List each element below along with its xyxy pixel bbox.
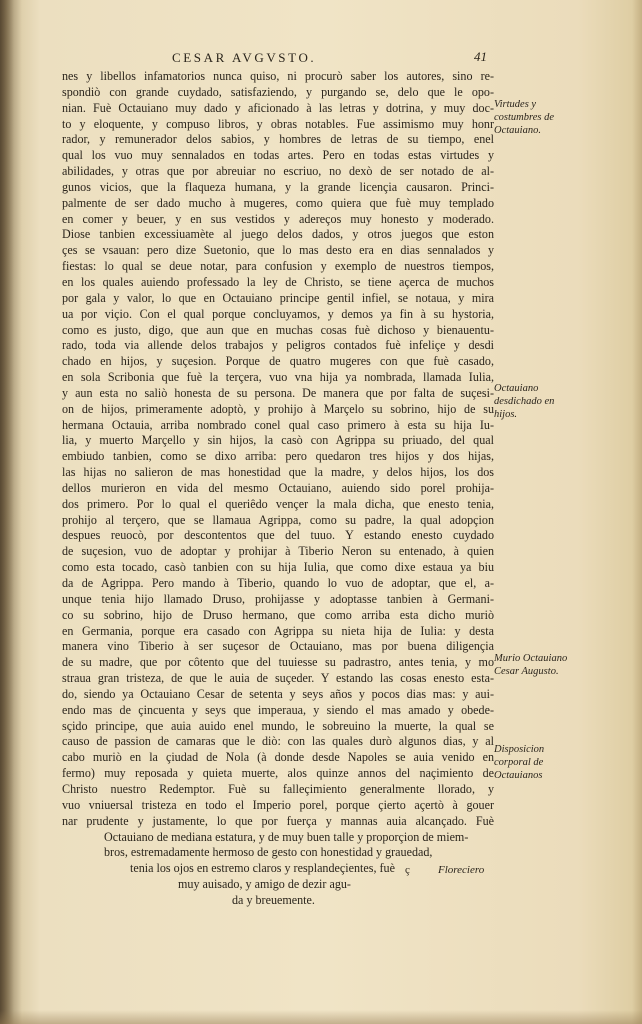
page-header [0,50,642,70]
text-line: straua gran tristeza, de que le auia de suçeder. Y estando las cosas enesto esta- [62,671,494,686]
text-line: Octauiano de mediana estatura, y de muy buen talle y proporçion de miem- [104,829,469,844]
text-line: to y eloquente, y compuso libros, y obras notables. Fue assimismo muy honr [62,116,494,131]
text-line: palmente de ser dado mucho à mugeres, como quiera que fuè muy templado [62,195,494,210]
text-line: embiudo tanbien, como se dixo arriba: pero quedaron tres hijos y dos hijas, [62,449,494,464]
text-line: manera vino Tiberio à ser suçesor de Octauiano, mas por buena diligençia [62,639,494,654]
text-line: de suçesion, vuo de adoptar y prohijar à Tiberio Neron su entenado, à quien [62,544,494,559]
text-line: da de Agrippa. Pero mando à Tiberio, quando lo vuo de adoptar, que el, a- [62,576,494,590]
text-line: prohijo al terçero, que se llamaua Agrippa, como su padre, la qual adopçion [62,512,494,527]
text-line: fermo) muy reposada y quieta muerte, alos quinze annos del naçimiento de [62,766,494,781]
text-line: en sola Scribonia que fuè la terçera, vuo vna hija ya nombrada, llamada Iulia, [62,370,494,385]
text-line: tenia los ojos en estremo claros y resplandeçientes, fuè [130,861,395,876]
running-head: CESAR AVGVSTO. [172,50,317,65]
text-line: lia, y muerto Marçello y sin hijos, la casò con Agrippa su priuado, del qual [62,433,494,448]
margin-note-virtudes: Virtudes y costumbres de Octauiano. [494,99,554,136]
text-line: çes se vsauan: pero dize Suetonio, que lo mas desto era en dias sennalados y [62,243,494,258]
ornament-mark: ç [405,864,410,876]
text-line: abilidades, y otras que por abreuiar no escriuo, no dexò de ser notado de al- [62,164,494,179]
text-line: nar prudente y justamente, lo que por fuerça y mannas auia alcançado. Fuè [62,813,494,828]
text-line: muy auisado, y amigo de dezir agu- [178,877,351,892]
text-line: gunos vicios, que la flaqueza humana, y la grande licençia causaron. Princi- [62,179,494,194]
folio-number: 41 [474,49,487,64]
text-line: nian. Fuè Octauiano muy dado y aficionado à las letras y dotrina, y muy doc- [62,100,494,115]
text-line: en Germania, porque era casado con Agrippa su nieta hija de Iulia: y desta [62,623,494,638]
catchword: Floreciero [438,864,485,876]
page-edge [632,0,642,1024]
text-line: las hijas no salieron de mas honestidad que la madre, y delos hijos, los dos [62,465,494,480]
text-line: rado, toda via allende delos trabajos y peligros contados fuè infeliçe y desdi [62,338,494,353]
text-line: sçido principe, que auia auido enel mundo, le sobreuino la muerte, la qual se [62,718,494,733]
margin-note-desdichado: Octauiano desdichado en hijos. [494,383,555,420]
text-line: spondiò con grande cuydado, satisfaziendo, y purgando se, delo que le opo- [62,84,494,99]
text-line: dos primero. Por lo qual el queriêdo vençer la mala dicha, que enesto tenia, [62,496,494,511]
text-line: rador, y remunerador delos sabios, y hombres de letras de su tiempo, enel [62,132,494,147]
text-line: chado en hijos, y suçesion. Porque de quatro mugeres con que fuè casado, [62,354,494,369]
text-line: qual los vuo muy sennalados en todas artes. Pero en todas estas virtudes y [62,148,494,163]
text-line: ua por viçio. Con el qual porque concluyamos, y demos ya fin à su hystoria, [62,306,494,321]
text-line: causo de passion de camaras que le diò: con las quales durò algunos dias, y al [62,734,494,749]
text-line: dellos murieron en vida del mesmo Octauiano, auiendo sido porel prohija- [62,480,494,495]
body-text [62,69,494,909]
text-line: por gala y valor, lo que en Octauiano principe gentil infiel, se notaua, y mira [62,290,494,305]
gutter-shadow [0,0,22,1024]
text-line: Diose tanbien excessiuamète al juego delos dados, y otros juegos que eston [62,227,494,242]
page-bottom-edge [0,1010,642,1024]
text-line: hermana Octauia, arriba nombrado conel qual caso primero à esta su hija Iu- [62,417,494,432]
text-line: da y breuemente. [232,892,315,907]
text-line: cabo muriò en la çiudad de Nola (à donde desde Napoles se auia venido en [62,750,494,765]
text-line: nes y libellos infamatorios nunca quiso, ni procurò saber los autores, sino re- [62,69,494,83]
text-line: y aun esta no saliò honesta de su persona. De manera que por falta de suçesi- [62,385,494,400]
text-line: co su sobrino, hijo de Druso hermano, que como arriba esta dicho muriò [62,607,494,622]
text-line: vuo vniuersal tristeza en todo el Imperio porel, porque çierto açertò à gouer [62,797,494,812]
text-line: en comer y beuer, y en sus vestidos y adereços muy honesto y moderado. [62,211,494,226]
margin-note-disposicion: Disposicion corporal de Octauianos [494,744,545,781]
text-line: do, siendo ya Octauiano Cesar de setenta y seys años y pocos dias mas: y aui- [62,686,494,701]
text-line: como esta tocado, casò tanbien con su hija Iulia, que como dixe estaua ya biu [62,560,494,575]
text-line: endo mas de çincuenta y seys que imperaua, y siendo el mas amado y obede- [62,702,494,717]
text-line: unque tenia hijo llamado Druso, prohijasse y adoptasse tanbien à Germani- [62,591,494,606]
text-line: bros, estremadamente hermoso de gesto con honestidad y grauedad, [104,845,433,860]
text-line: fiestas: lo qual se deue notar, para confusion y exemplo de nuestros tiempos, [62,259,494,274]
text-line: en los quales auiendo professado la ley de Christo, se tiene açerca de muchos [62,274,494,289]
text-line: despues reuocò, por descontentos que del tuuo. Y estando enesto cuydado [62,528,494,543]
text-line: on de hijos, primeramente adoptò, y prohijo à Marçelo su sobrino, hijo de su [62,401,494,416]
text-line: como es justo, digo, que aun que en muchas cosas fuè dichoso y bienauentu- [62,322,494,337]
text-line: Christo nuestro Redemptor. Fuè su falleçimiento generalmente llorado, y [62,781,494,796]
text-line: de su madre, que por côtento que del tuuiesse su padrastro, antes tenia, y mo [62,655,494,670]
margin-note-murio: Murio Octauiano Cesar Augusto. [494,653,568,677]
